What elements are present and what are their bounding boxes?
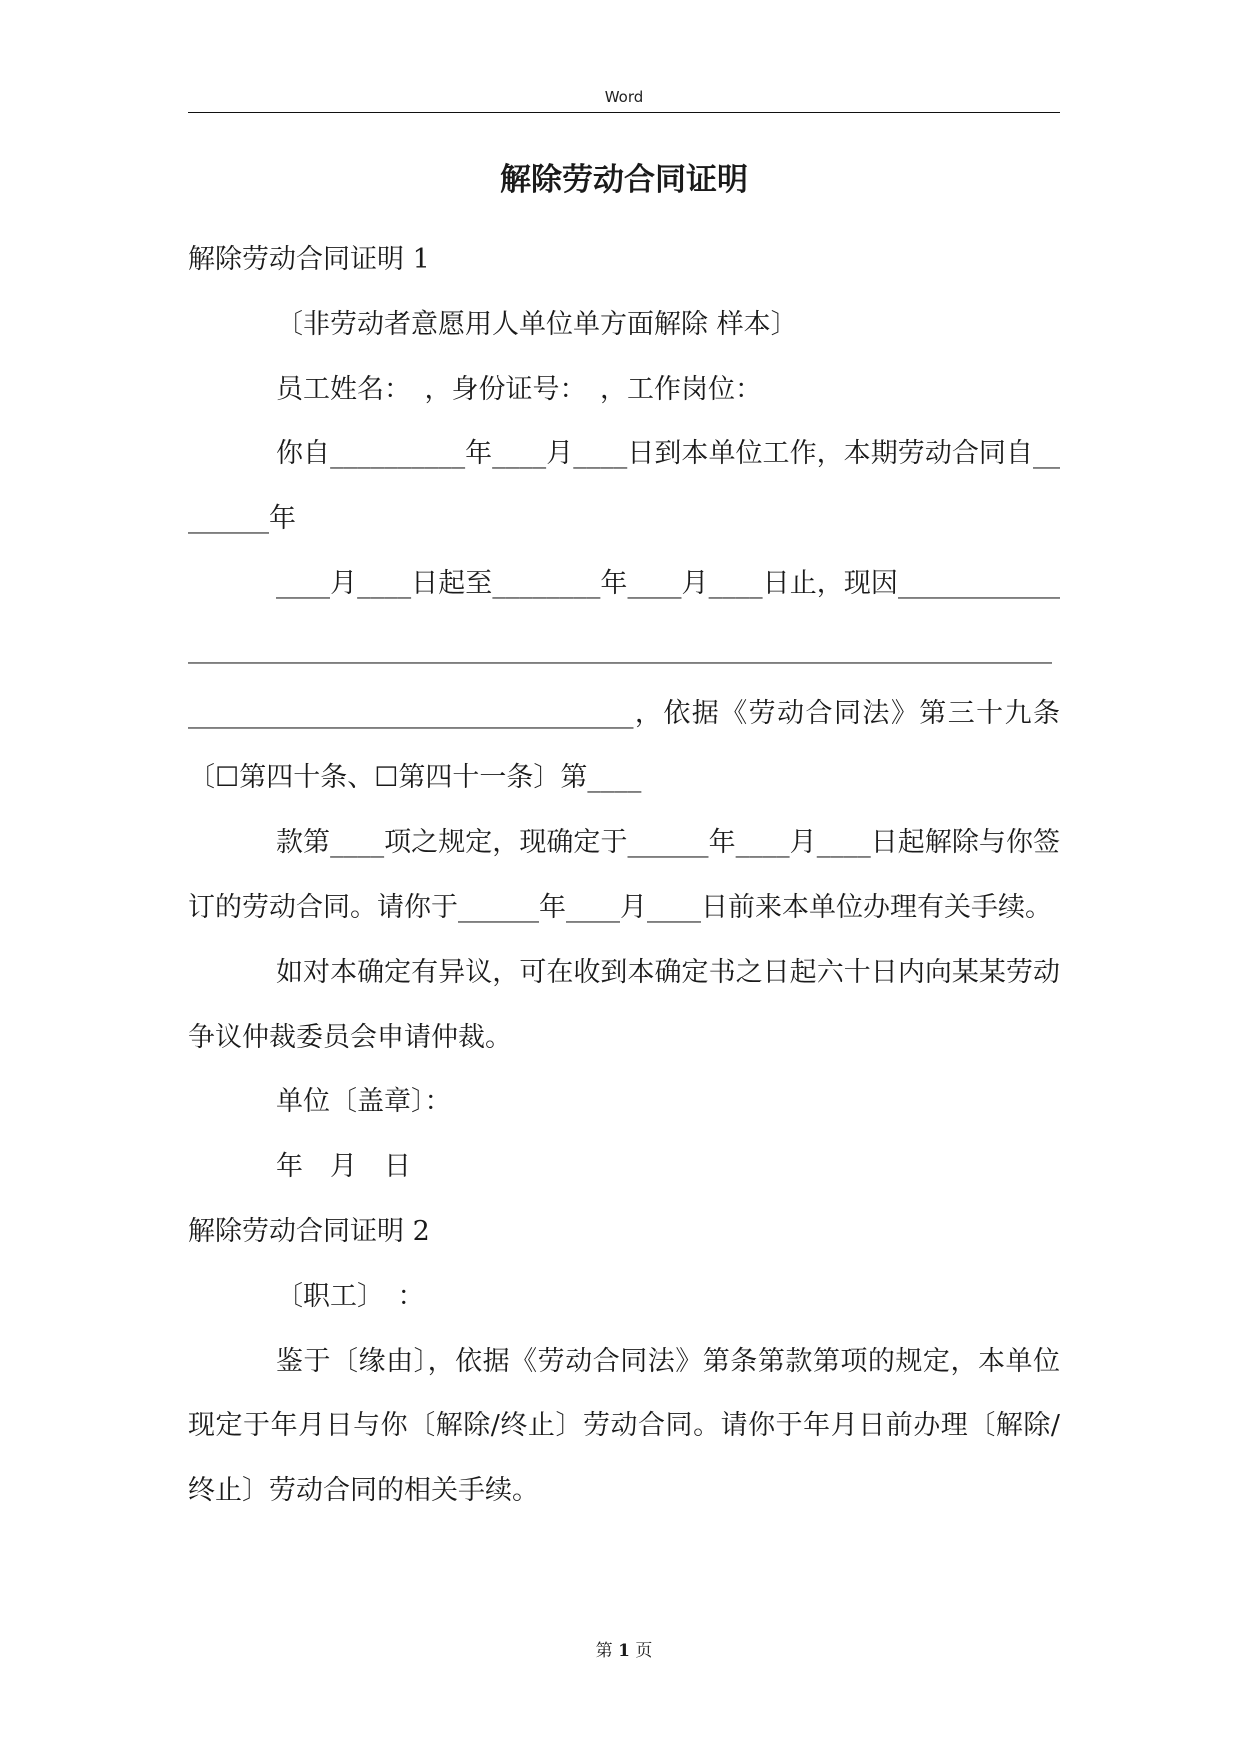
header-label: Word: [604, 88, 644, 106]
paragraph-reason: ____月____日起至________年____月____日止，现因_____________________________________________________________________________________________________________，依据《劳动合同法》第三十九条〔☐第四十条、☐第四十一条〕第____: [188, 567, 1060, 794]
paragraph-termination-date: 款第____项之规定，现确定于______年____月____日起解除与你签订的劳动合同。请你于______年____月____日前来本单位办理有关手续。: [188, 827, 1060, 923]
header-divider: [188, 112, 1060, 113]
paragraph-date: 年 月 日: [276, 1151, 411, 1183]
paragraph-arbitration: 如对本确定有异议，可在收到本确定书之日起六十日内向某某劳动争议仲裁委员会申请仲裁。: [188, 956, 1060, 1053]
section-heading-1: 解除劳动合同证明 1: [188, 244, 430, 275]
section-heading-2: 解除劳动合同证明 2: [188, 1215, 430, 1247]
page-number: 1: [618, 1641, 630, 1661]
paragraph-employee-info: 员工姓名： ，身份证号： ，工作岗位：: [276, 373, 762, 405]
footer-suffix: 页: [635, 1641, 653, 1661]
paragraph-sample-note: 〔非劳动者意愿用人单位单方面解除 样本〕: [276, 308, 798, 340]
document-body: [188, 228, 1060, 1524]
paragraph-work-start: 你自__________年____月____日到本单位工作，本期劳动合同自________年: [188, 438, 1060, 535]
paragraph-notice: 鉴于〔缘由〕，依据《劳动合同法》第条第款第项的规定，本单位现定于年月日与你〔解除/终止〕劳动合同。请你于年月日前办理〔解除/终止〕劳动合同的相关手续。: [188, 1345, 1060, 1507]
paragraph-seal: 单位〔盖章〕：: [276, 1086, 452, 1118]
footer-prefix: 第: [595, 1641, 613, 1661]
document-title: 解除劳动合同证明: [500, 162, 748, 198]
page-footer: [188, 1636, 1060, 1661]
paragraph-addressee: 〔职工〕 ：: [276, 1280, 425, 1312]
